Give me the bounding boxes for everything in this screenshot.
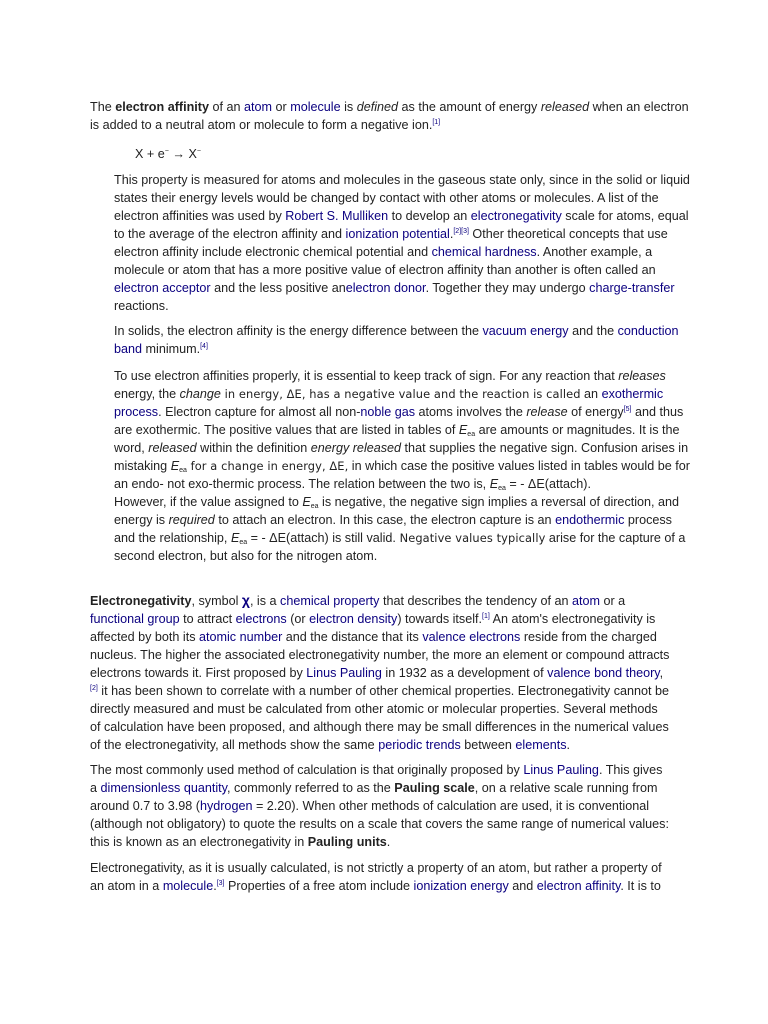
subscript: ea	[467, 431, 476, 438]
text: energy, the	[114, 387, 180, 401]
text: The	[90, 100, 116, 114]
equation-superscript: −	[164, 148, 169, 155]
text: , on a relative scale running from around 0.7 to 3.98 (	[90, 781, 658, 813]
text: Properties of a free atom include	[224, 879, 414, 893]
link-chemical-property[interactable]: chemical property	[280, 594, 380, 608]
equation-lhs: X + e	[135, 147, 165, 161]
text: An atom's electronegativity is affected by both its	[90, 612, 656, 644]
link-atomic-number[interactable]: atomic number	[198, 630, 283, 644]
text: minimum.	[142, 342, 201, 356]
link-charge-transfer[interactable]: charge-transfer	[589, 281, 675, 295]
text: ,	[659, 666, 664, 680]
text: or a	[599, 594, 626, 608]
emphasis: released	[148, 441, 197, 455]
intro-paragraph	[90, 98, 690, 134]
measurement-paragraph	[114, 171, 690, 315]
emphasis: release	[526, 405, 568, 419]
emphasis: required	[168, 513, 215, 527]
text: , commonly referred to as the	[227, 781, 395, 795]
text: an	[580, 387, 602, 401]
link-electron-acceptor[interactable]: electron acceptor	[114, 281, 211, 295]
link-endothermic[interactable]: endothermic	[555, 513, 625, 527]
text: .	[449, 227, 454, 241]
link-noble-gas[interactable]: noble gas	[360, 405, 416, 419]
text: it has been shown to correlate with a number of other chemical properties. Electronegativity cannot be directly measured and must be calculated from other atomic or molecular properties. Several methods of calculation have been proposed, and although there may be small differences in the numerical values of the electronegativity, all methods show the same	[90, 684, 670, 752]
emphasis: energy released	[310, 441, 402, 455]
link-electron-donor[interactable]: electron donor	[345, 281, 426, 295]
reference-link[interactable]: [2]	[90, 685, 98, 692]
equation-superscript: −	[196, 148, 201, 155]
link-electrons[interactable]: electrons	[235, 612, 287, 626]
link-periodic-trends[interactable]: periodic trends	[378, 738, 461, 752]
link-electronegativity[interactable]: electronegativity	[470, 209, 562, 223]
reference-link[interactable]: [4]	[200, 343, 208, 350]
text: . Together they may undergo	[425, 281, 590, 295]
emphasis: releases	[618, 369, 666, 383]
text: as the amount of energy	[398, 100, 541, 114]
link-linus-pauling[interactable]: Linus Pauling	[523, 763, 599, 777]
symbol-e: E	[170, 459, 180, 473]
text: .	[386, 835, 391, 849]
text: to attract	[179, 612, 236, 626]
link-mulliken[interactable]: Robert S. Mulliken	[285, 209, 389, 223]
text: .	[566, 738, 571, 752]
link-conduction-band[interactable]: conduction band	[114, 324, 679, 356]
subscript: ea	[310, 503, 319, 510]
text: . Electron capture for almost all non-	[158, 405, 361, 419]
text: and the less positive an	[210, 281, 346, 295]
text: and the distance that its	[282, 630, 423, 644]
text: and the	[568, 324, 618, 338]
link-electron-affinity[interactable]: electron affinity	[536, 879, 621, 893]
link-valence-bond-theory[interactable]: valence bond theory	[547, 666, 660, 680]
link-chemical-hardness[interactable]: chemical hardness	[431, 245, 537, 259]
link-linus-pauling[interactable]: Linus Pauling	[306, 666, 382, 680]
text: = 2.20). When other methods of calculation are used, it is conventional (although not obligatory) to quote the results on a scale that covers the same range of numerical values: this is known as an electronegativity in	[90, 799, 669, 849]
reference-link[interactable]: [2][3]	[453, 228, 469, 235]
text: = - ΔE(attach) is still valid.	[247, 531, 396, 545]
symbol-e: E	[230, 531, 240, 545]
equation	[135, 147, 201, 161]
symbol-e: E	[489, 477, 499, 491]
emphasis: change	[179, 387, 221, 401]
text: for a change in energy, ΔE,	[186, 459, 349, 473]
text: in energy, ΔE, has a negative value and the reaction is called	[220, 387, 581, 401]
text: To use electron affinities properly, it is essential to keep track of sign. For any reaction that	[114, 369, 619, 383]
link-atom[interactable]: atom	[244, 100, 272, 114]
symbol-e: E	[458, 423, 468, 437]
text: of an	[208, 100, 244, 114]
link-atom[interactable]: atom	[571, 594, 600, 608]
text: are amounts or magnitudes. It is the word,	[114, 423, 680, 455]
text: atoms involves the	[415, 405, 527, 419]
text: .	[213, 879, 217, 893]
term-electron-affinity: electron affinity	[115, 100, 209, 114]
electronegativity-paragraph	[90, 591, 670, 754]
link-dimensionless-quantity[interactable]: dimensionless quantity	[100, 781, 227, 795]
sign-paragraph	[114, 367, 690, 565]
text: However, if the value assigned to	[114, 495, 303, 509]
link-functional-group[interactable]: functional group	[90, 612, 180, 626]
term-electronegativity: Electronegativity	[90, 594, 192, 608]
text: that supplies the negative sign. Confusion arises in mistaking	[114, 441, 689, 473]
molecule-property-paragraph	[90, 859, 670, 895]
link-electron-density[interactable]: electron density	[309, 612, 398, 626]
text: The most commonly used method of calculation is that originally proposed by	[90, 763, 524, 777]
text: is	[340, 100, 357, 114]
text: in 1932 as a development of	[381, 666, 548, 680]
text: and thus are exothermic. The positive values that are listed in tables of	[114, 405, 684, 437]
text: that describes the tendency of an	[379, 594, 572, 608]
text: of energy	[567, 405, 624, 419]
text: or	[272, 100, 291, 114]
text: between	[460, 738, 516, 752]
text: when an electron is added to a neutral atom or molecule to form a negative ion.	[90, 100, 689, 132]
text: scale for atoms, equal to the average of the electron affinity and	[114, 209, 689, 241]
emphasis: released	[540, 100, 590, 114]
text: reside from the charged nucleus. The higher the associated electronegativity number, the more an element or compound attracts electrons towards it. First proposed by	[90, 630, 670, 680]
text: = - ΔE(attach).	[505, 477, 591, 491]
equation-rhs: → X	[168, 147, 197, 161]
link-ionization-energy[interactable]: ionization energy	[413, 879, 509, 893]
text: is negative, the negative sign implies a reversal of direction, and energy is	[114, 495, 680, 527]
subscript: ea	[239, 539, 248, 546]
link-molecule[interactable]: molecule	[290, 100, 341, 114]
text: Other theoretical concepts that use electron affinity include electronic chemical potential and	[114, 227, 668, 259]
reference-link[interactable]: [5]	[623, 406, 632, 413]
text: ) towards itself.	[397, 612, 483, 626]
term-pauling-units: Pauling units	[307, 835, 387, 849]
pauling-scale-paragraph	[90, 761, 670, 851]
text: , is a	[249, 594, 281, 608]
text: In solids, the electron affinity is the energy difference between the	[114, 324, 483, 338]
text: Electronegativity, as it is usually calculated, is not strictly a property of an atom, but rather a property of an atom in a	[90, 861, 662, 893]
text: . It is to	[620, 879, 661, 893]
reference-link[interactable]: [3]	[216, 880, 225, 887]
text: to attach an electron. In this case, the electron capture is an	[214, 513, 556, 527]
text: Negative values typically	[395, 531, 546, 545]
text: . Another example, a molecule or atom that has a more positive value of electron affinity than another is often called an	[114, 245, 656, 277]
subscript: ea	[498, 485, 506, 492]
text: process and the relationship,	[114, 513, 672, 545]
text: This property is measured for atoms and molecules in the gaseous state only, since in the solid or liquid states their energy levels would be changed by contact with other atoms or molecules. A list of the electron affinities was used by	[114, 173, 690, 223]
emphasis: defined	[356, 100, 399, 114]
text: within the definition	[196, 441, 311, 455]
text: in which case the positive values listed in tables would be for an endo- not exo-thermic process. The relation between the two is,	[114, 459, 690, 491]
link-valence-electrons[interactable]: valence electrons	[422, 630, 521, 644]
symbol-e: E	[302, 495, 311, 509]
link-ionization-potential[interactable]: ionization potential	[345, 227, 450, 241]
text: and	[508, 879, 537, 893]
text: arise for the capture of a second electron, but also for the nitrogen atom.	[114, 531, 686, 563]
symbol-chi: χ	[241, 592, 250, 608]
text: to develop an	[388, 209, 471, 223]
text: (or	[286, 612, 310, 626]
reference-link[interactable]: [1]	[482, 613, 490, 620]
link-molecule[interactable]: molecule	[162, 879, 214, 893]
subscript: ea	[179, 467, 187, 474]
text: reactions.	[114, 299, 169, 313]
solids-paragraph	[114, 322, 690, 358]
text: . This gives a	[90, 763, 663, 795]
link-exothermic-process[interactable]: exothermic process	[114, 387, 664, 419]
link-hydrogen[interactable]: hydrogen	[199, 799, 253, 813]
reference-link[interactable]: [1]	[432, 119, 441, 126]
term-pauling-scale: Pauling scale	[394, 781, 475, 795]
link-vacuum-energy[interactable]: vacuum energy	[482, 324, 569, 338]
link-elements[interactable]: elements	[515, 738, 567, 752]
text: , symbol	[191, 594, 242, 608]
